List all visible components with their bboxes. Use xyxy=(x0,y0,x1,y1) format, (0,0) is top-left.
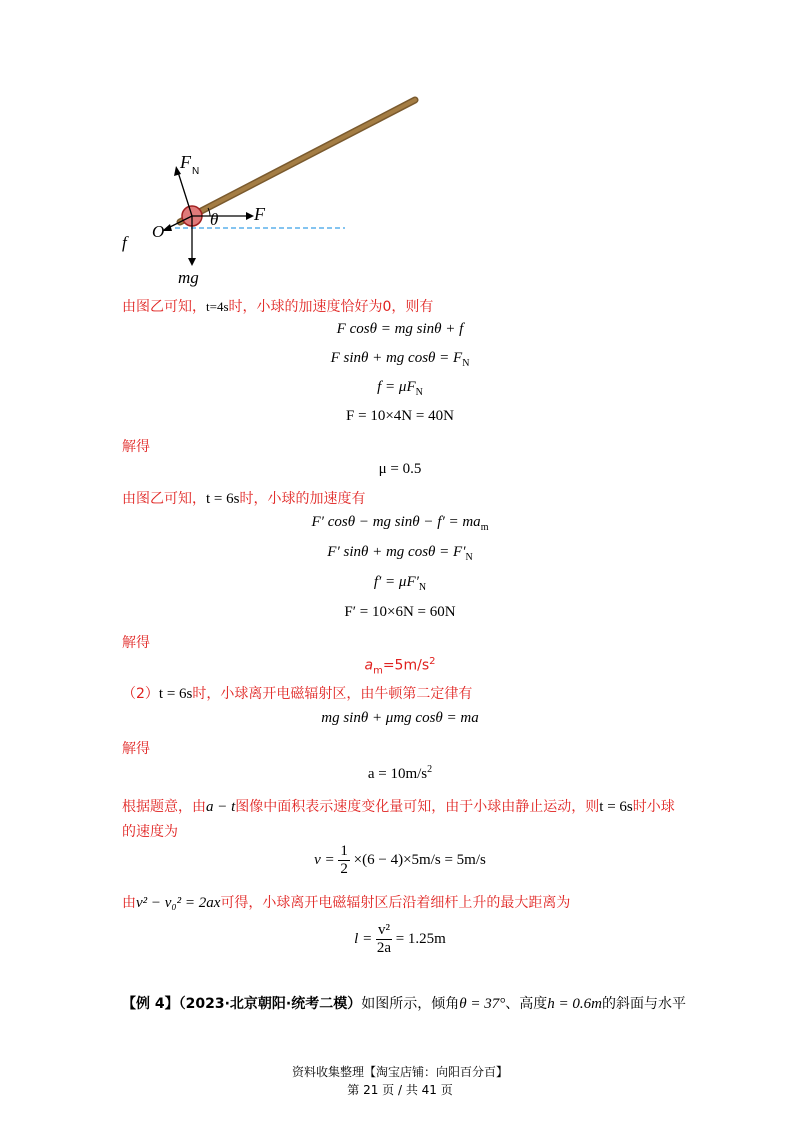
force-diagram xyxy=(110,90,440,290)
friction-label: f xyxy=(122,233,127,252)
origin-label: O xyxy=(152,222,165,241)
footer-page-number: 第 21 页 / 共 41 页 xyxy=(347,1083,453,1097)
paragraph-3-line-2: 的速度为 xyxy=(122,824,178,840)
equation-8: $f' = \mu F'_N$ xyxy=(373,574,427,593)
part2-line: （2）t = 6s时，小球离开电磁辐射区，由牛顿第二定律有 xyxy=(122,686,473,702)
equation-12: v = $\frac{1}{2}$ ×(6 − 4)×5m/s = 5m/s xyxy=(314,843,486,878)
text-line-1: 由图乙可知，t=4s时，小球的加速度恰好为0，则有 xyxy=(122,299,434,315)
text-line-2: 由图乙可知，t = 6s时，小球的加速度有 xyxy=(122,491,366,507)
weight-label: mg xyxy=(178,268,199,287)
theta-label: θ xyxy=(210,210,219,229)
am-result: $a_m=5m/s^2$ xyxy=(364,656,436,677)
solve-label-2: 解得 xyxy=(122,635,150,651)
equation-3: $f = \mu F_N$ xyxy=(377,379,423,398)
equation-6: F′ cosθ − mg $\sin\theta - f' = ma_m$ xyxy=(311,514,489,533)
equation-4: F = 10×4N = 40N xyxy=(346,408,454,424)
paragraph-3-line-1: 根据题意，由a − t图像中面积表示速度变化量可知，由于小球由静止运动，则t = 6s时小球 xyxy=(122,799,675,815)
equation-10: mg sinθ + μmg cosθ = ma xyxy=(321,710,479,726)
equation-14: l = $\frac{\text{v²}}{2a}$ = 1.25m xyxy=(354,922,446,957)
footer-source: 资料收集整理【淘宝店铺：向阳百分百】 xyxy=(291,1065,508,1079)
paragraph-4: 由v² − v₀² = 2ax可得，小球离开电磁辐射区后沿着细杆上升的最大距离为 xyxy=(122,895,571,911)
equation-7: F′ sinθ + mg $\cos\theta = F'_N$ xyxy=(327,544,473,563)
equation-1: F cosθ = mg sinθ + f xyxy=(336,321,464,337)
solve-label-3: 解得 xyxy=(122,741,150,757)
equation-9: F′ = 10×6N = 60N xyxy=(344,604,456,620)
fn-label: F xyxy=(180,152,191,172)
fn-sub-label: N xyxy=(192,166,200,177)
solve-label-1: 解得 xyxy=(122,439,150,455)
equation-11: $a = 10m/s^2$ xyxy=(367,764,433,782)
example-4-line: 【例 4】（2023·北京朝阳·统考二模）如图所示，倾角θ = 37°、高度h = 0.6m的斜面与水平 xyxy=(122,996,686,1012)
equation-5: μ = 0.5 xyxy=(378,461,422,477)
f-label: F xyxy=(254,204,265,224)
equation-2: F sinθ + mg $\cos\theta = F_N$ xyxy=(330,350,470,369)
